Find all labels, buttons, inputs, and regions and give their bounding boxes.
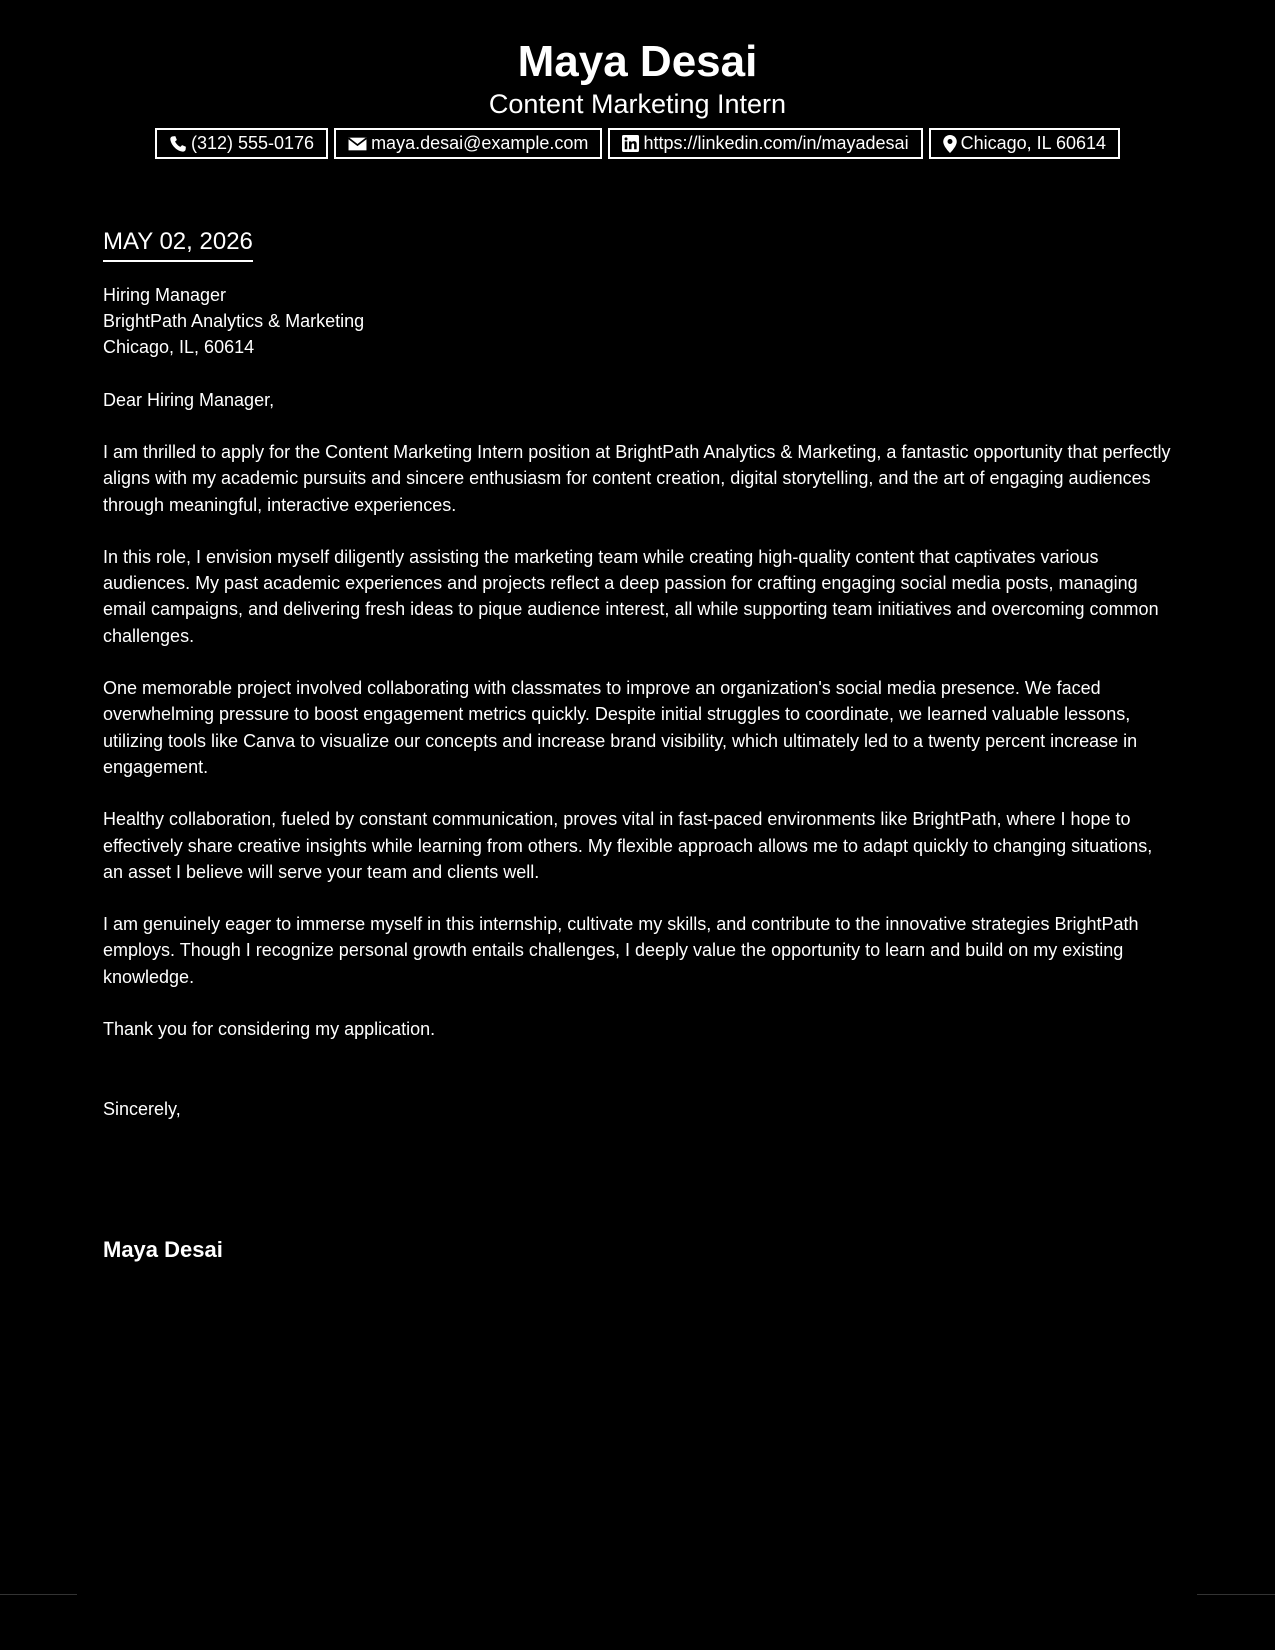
envelope-icon (348, 136, 367, 152)
contact-phone (155, 128, 328, 159)
recipient-company: BrightPath Analytics & Marketing (103, 311, 365, 331)
contact-phone-text: (312) 555-0176 (190, 133, 315, 153)
letter-header (0, 36, 1275, 159)
recipient-title: Hiring Manager (103, 285, 227, 305)
body-paragraph: One memorable project involved collaborating with classmates to improve an organization's social media presence. We faced overwhelming pressure to boost engagement metrics quickly. Despite initial struggles to coordinate, we learned valuable lessons, utilizing tools like Canva to visualize our concepts and increase brand visibility, which ultimately led to a twenty percent increase in engagement. (103, 678, 1138, 777)
body-paragraph: I am genuinely eager to immerse myself in this internship, cultivate my skills, and contribute to the innovative strategies BrightPath employs. Though I recognize personal growth entails challenges, I deeply value the opportunity to learn and build on my existing knowledge. (103, 914, 1139, 987)
contact-email-text: maya.desai@example.com (371, 133, 589, 153)
closing: Sincerely, (103, 1099, 181, 1120)
linkedin-icon (622, 135, 639, 152)
contact-email[interactable] (334, 128, 602, 159)
body-paragraph: Healthy collaboration, fueled by constant communication, proves vital in fast-paced environments like BrightPath, where I hope to effectively share creative insights while learning from others. My flexible approach allows me to adapt quickly to changing situations, an asset I believe will serve your team and clients well. (103, 809, 1153, 882)
salutation: Dear Hiring Manager, (103, 390, 275, 410)
recipient-address: Chicago, IL, 60614 (103, 337, 255, 357)
phone-icon (169, 135, 187, 153)
letter-body (103, 226, 1173, 1265)
applicant-role: Content Marketing Intern (488, 89, 787, 119)
signature-name: Maya Desai (103, 1237, 223, 1263)
recipient-block (103, 282, 1173, 360)
body-paragraph: I am thrilled to apply for the Content Marketing Intern position at BrightPath Analytics & Marketing, a fantastic opportunity that perfectly aligns with my academic pursuits and sincere enthusiasm for content creation, digital storytelling, and the art of engaging audiences through meaningful, interactive experiences. (103, 442, 1171, 515)
map-marker-icon (943, 135, 957, 153)
contact-bar (0, 128, 1275, 159)
contact-location-text: Chicago, IL 60614 (960, 133, 1107, 153)
letter-date: MAY 02, 2026 (103, 226, 253, 262)
body-paragraph: In this role, I envision myself diligently assisting the marketing team while creating high-quality content that captivates various audiences. My past academic experiences and projects reflect a deep passion for crafting engaging social media posts, managing email campaigns, and delivering fresh ideas to pique audience interest, all while supporting team initiatives and overcoming common challenges. (103, 546, 1159, 646)
thank-you-line: Thank you for considering my application. (103, 1019, 436, 1040)
page-edge-line-right (1197, 1594, 1275, 1595)
contact-linkedin-text: https://linkedin.com/in/mayadesai (643, 133, 909, 153)
contact-linkedin[interactable] (608, 128, 922, 159)
contact-location (929, 128, 1120, 159)
page-edge-line-left (0, 1594, 77, 1595)
applicant-name: Maya Desai (517, 37, 758, 86)
